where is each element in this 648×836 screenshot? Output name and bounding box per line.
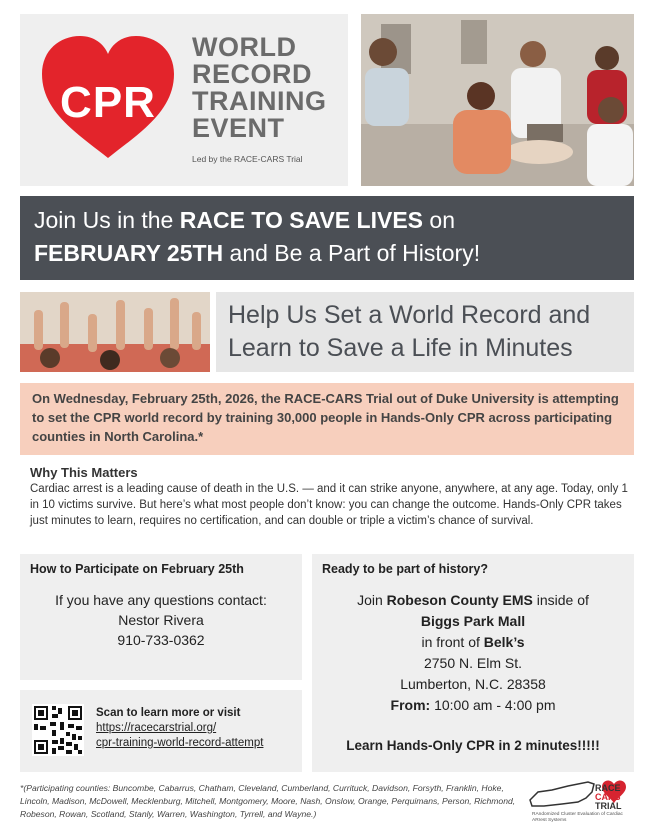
help-line-1: Help Us Set a World Record and bbox=[228, 301, 591, 329]
qr-heading: Scan to learn more or visit bbox=[96, 707, 241, 719]
intro-paragraph: On Wednesday, February 25th, 2026, the RACE-CARS Trial out of Duke University is attempting to set the CPR world record by training 30,000 people in Hands-Only CPR across participating counties in North Carolina.* bbox=[20, 383, 634, 455]
logo-wordmark: RACE CARS TRIAL bbox=[595, 783, 622, 811]
headline-banner bbox=[20, 196, 634, 280]
trial-link-line-1[interactable]: https://racecarstrial.org/ bbox=[96, 722, 217, 734]
qr-code-icon[interactable] bbox=[32, 704, 84, 756]
heart-icon bbox=[38, 34, 178, 162]
race-cars-logo bbox=[528, 778, 638, 830]
contact-phone: 910-733-0362 bbox=[117, 632, 205, 648]
help-heading-box bbox=[216, 292, 634, 372]
counties-footnote: *(Participating counties: Buncombe, Cabarrus, Chatham, Cleveland, Cumberland, Currituck, Davidson, Forsyth, Franklin, Hoke, Lincoln, Madison, McDowell, Mecklenburg, Mitchell, Montgomery, Moore, Nash, Onslow, Orange, Perquimans, Person, Richmond, Robeson, Rowan, Scotland, Stanly, Warren, Washington, Tyrrell, and Wayne.) bbox=[20, 783, 516, 819]
cpr-logo-text: CPR bbox=[60, 78, 156, 127]
why-heading: Why This Matters bbox=[30, 465, 138, 480]
event-title: WORLD RECORD TRAINING EVENT bbox=[192, 32, 327, 143]
event-logo-panel bbox=[20, 14, 348, 186]
qr-text bbox=[96, 706, 263, 751]
contact-prompt: If you have any questions contact: bbox=[55, 592, 267, 608]
why-body: Cardiac arrest is a leading cause of death in the U.S. — and it can strike anyone, anywhere, at any age. Today, only 1 in 10 victims survive. But here’s what most people don’t know: you can change the outcome. Hands-Only CPR takes just minutes to learn, requires no certification, and can double or triple a victim’s chance of survival. bbox=[30, 483, 628, 527]
venue-name: Biggs Park Mall bbox=[420, 613, 526, 629]
qr-box bbox=[20, 690, 302, 772]
event-subtitle: Led by the RACE-CARS Trial bbox=[192, 154, 303, 164]
ready-heading: Ready to be part of history? bbox=[322, 562, 488, 576]
event-location bbox=[312, 590, 634, 716]
participate-heading: How to Participate on February 25th bbox=[30, 562, 244, 576]
why-section bbox=[30, 464, 630, 529]
raised-hands-photo bbox=[20, 292, 210, 372]
store-line: in front of Belk’s bbox=[421, 634, 525, 650]
logo-subtitle: RAndomized Cluster Evaluation of Cardiac ARrest Systems bbox=[532, 812, 623, 823]
contact-name: Nestor Rivera bbox=[118, 612, 204, 628]
participate-box bbox=[20, 554, 302, 680]
banner-line-1: Join Us in the RACE TO SAVE LIVES on bbox=[34, 207, 455, 233]
city-address: Lumberton, N.C. 28358 bbox=[400, 676, 546, 692]
hours-line: From: 10:00 am - 4:00 pm bbox=[390, 697, 556, 713]
cpr-training-photo bbox=[361, 14, 634, 186]
join-line: Join Robeson County EMS inside of bbox=[357, 592, 589, 608]
contact-info bbox=[20, 590, 302, 650]
help-line-2: Learn to Save a Life in Minutes bbox=[228, 334, 573, 362]
ready-box bbox=[312, 554, 634, 772]
trial-link-line-2[interactable]: cpr-training-world-record-attempt bbox=[96, 737, 264, 749]
street-address: 2750 N. Elm St. bbox=[423, 655, 523, 671]
banner-line-2: FEBRUARY 25TH and Be a Part of History! bbox=[34, 240, 481, 266]
cta-text: Learn Hands-Only CPR in 2 minutes!!!!! bbox=[346, 738, 600, 753]
